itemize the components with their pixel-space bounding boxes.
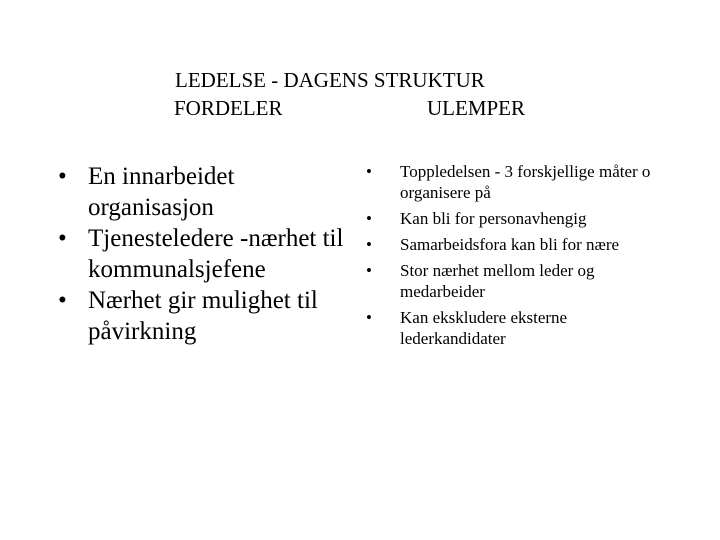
ulemper-item bbox=[363, 234, 673, 255]
ulemper-item-text: Stor nærhet mellom leder og medarbeider bbox=[400, 261, 595, 301]
slide-title: LEDELSE - DAGENS STRUKTUR bbox=[175, 68, 485, 92]
ulemper-item bbox=[363, 208, 673, 229]
ulemper-item-text: Kan bli for personavhengig bbox=[400, 209, 587, 228]
fordeler-list bbox=[56, 161, 356, 347]
ulemper-item-text: Samarbeidsfora kan bli for nære bbox=[400, 235, 620, 254]
ulemper-item bbox=[363, 307, 673, 349]
bullet-icon: • bbox=[58, 287, 67, 314]
bullet-icon: • bbox=[366, 209, 372, 228]
heading-ulemper: ULEMPER bbox=[427, 96, 526, 120]
fordeler-item-text: Nærhet gir mulighet til påvirkning bbox=[88, 287, 318, 345]
bullet-icon: • bbox=[58, 163, 67, 190]
fordeler-item bbox=[56, 285, 356, 347]
fordeler-item-text: Tjenesteledere -nærhet til kommunalsjefene bbox=[88, 225, 344, 283]
heading-fordeler: FORDELER bbox=[174, 96, 283, 120]
ulemper-item-text: Kan ekskludere eksterne lederkandidater bbox=[400, 308, 568, 348]
bullet-icon: • bbox=[58, 225, 67, 252]
bullet-icon: • bbox=[366, 235, 372, 254]
ulemper-list bbox=[363, 161, 673, 354]
ulemper-item-text: Toppledelsen - 3 forskjellige måter o organisere på bbox=[400, 162, 651, 202]
fordeler-item bbox=[56, 223, 356, 285]
fordeler-item bbox=[56, 161, 356, 223]
bullet-icon: • bbox=[366, 308, 372, 327]
ulemper-item bbox=[363, 260, 673, 302]
bullet-icon: • bbox=[366, 261, 372, 280]
ulemper-item bbox=[363, 161, 673, 203]
bullet-icon: • bbox=[366, 162, 372, 181]
fordeler-item-text: En innarbeidet organisasjon bbox=[88, 163, 235, 221]
